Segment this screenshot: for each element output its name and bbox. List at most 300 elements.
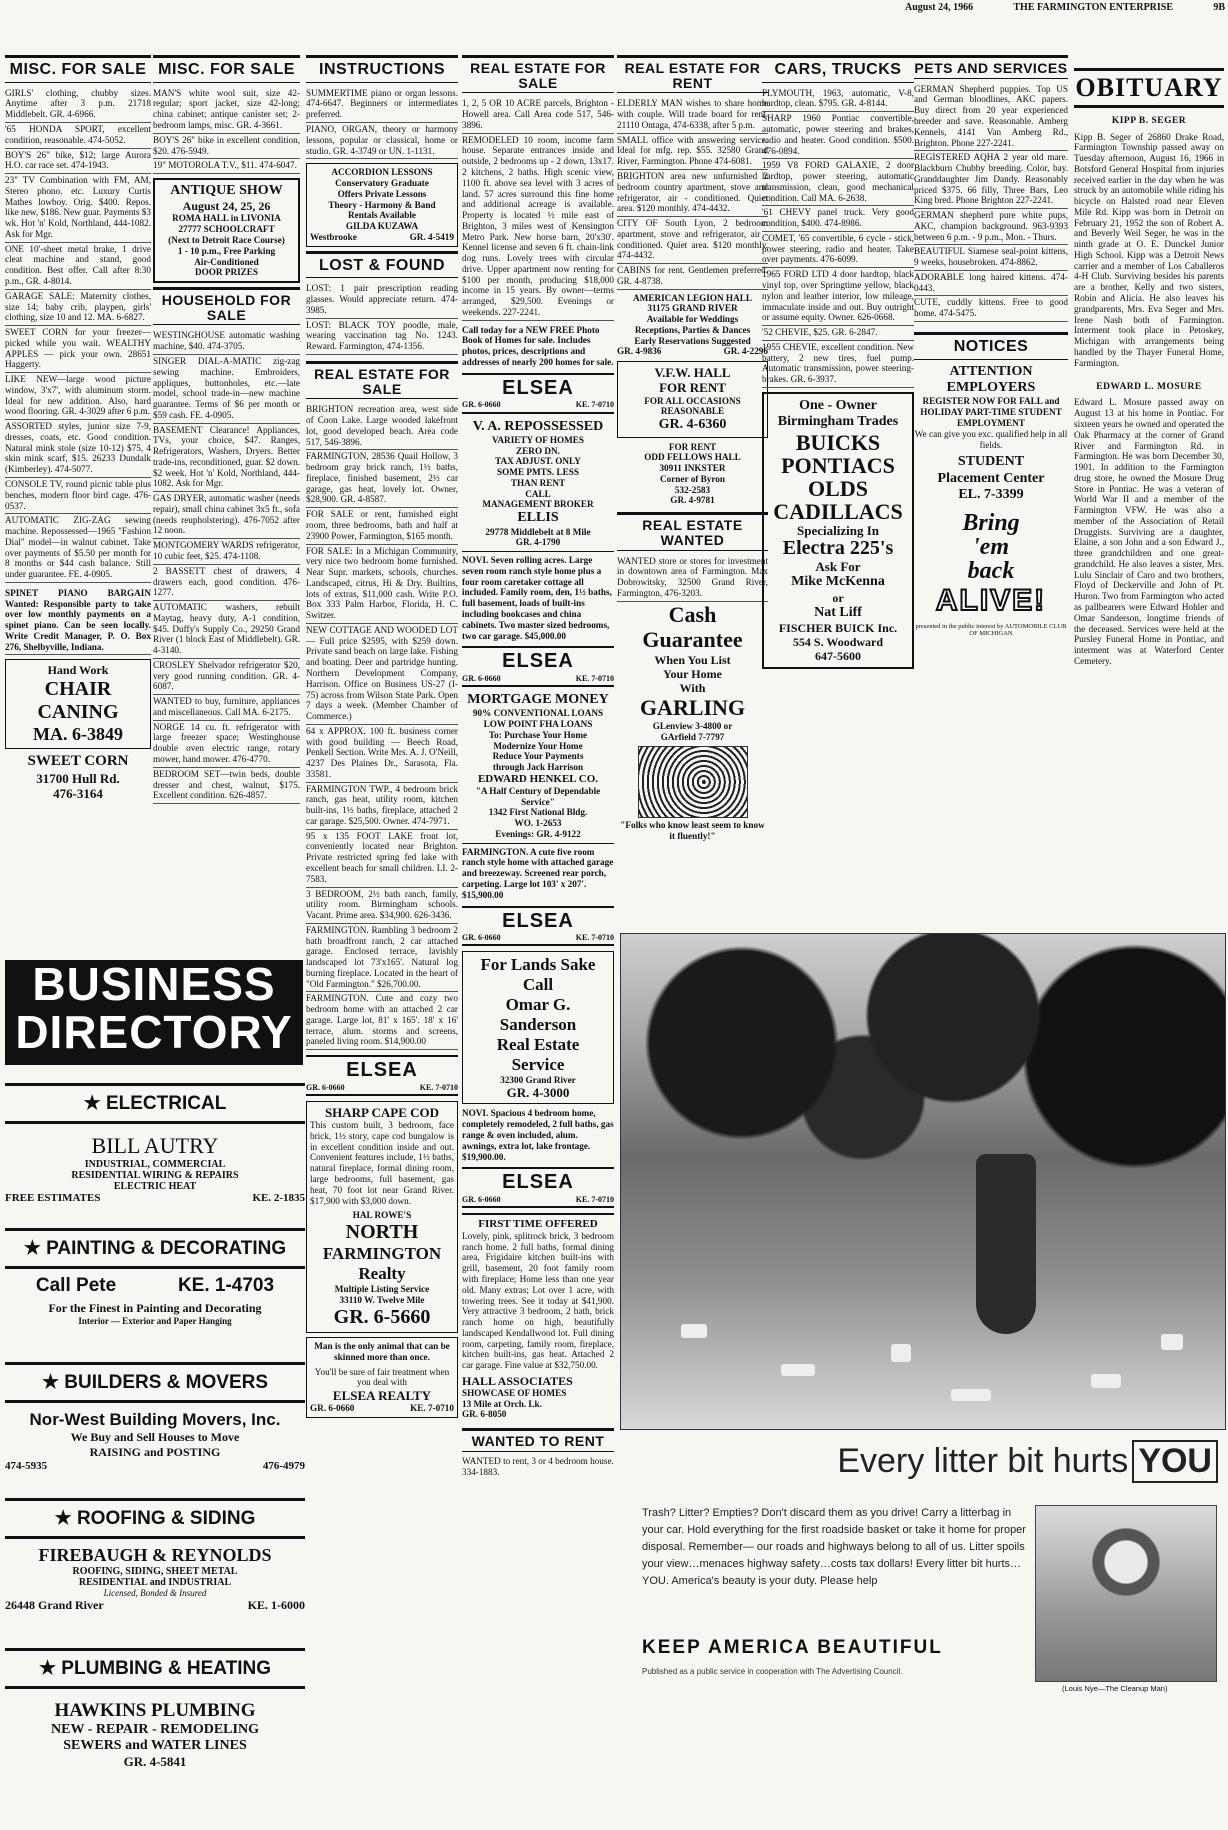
listing-line: RESIDENTIAL WIRING & REPAIRS	[71, 1170, 239, 1181]
section-header: PETS AND SERVICES	[914, 55, 1068, 79]
ad-line: CANING	[37, 700, 119, 723]
display-ad-elsea-realty	[306, 1337, 458, 1418]
classified-ad: BEDROOM SET—twin beds, double dresser and chest, walnut, $175. Excellent condition. 626-4857.	[153, 768, 300, 804]
obituary-text: Edward L. Mosure passed away on August 13 at his home in Pontiac. For sixteen years he owned and operated the Oak Pharmacy at the corner of Grand River and Farmington Rd. in Farmington. He was born December 30, 1901. In addition to the Farmington drug store, he owned the Mosure Drug Store in Pontiac. He was a veteran of World War II and a member of the Farmington VFW. He was also a member of the Association of Retail Druggists. Surviving are a daughter, Elaine, a son John and a son Edward J., three grandchildren and one great-grandchild. He also leaves a sister, Mrs. Lulu Sinclair of Caro and two brothers, Floyd of Deckerville and John of Pt. Huron. Two from Farmington who acted as pallbearers were Edward Hohler and Omar Sanderson, longtime friends of the deceased. Services were held at the Pursley Funeral Home in Pontiac, and interment was at Waterford Center Cemetery.	[1074, 397, 1224, 666]
ad-line: KE. 7-0710	[575, 932, 614, 942]
ad-line	[310, 1403, 454, 1414]
ad-line: When You List	[654, 653, 731, 668]
directory-section-plumbing	[5, 1648, 305, 1689]
ad-line: For Lands Sake	[480, 955, 596, 975]
ad-line: Ask For	[815, 559, 861, 575]
section-header: CARS, TRUCKS	[762, 55, 914, 83]
classified-list	[153, 329, 300, 804]
ad-line: Rentals Available	[348, 210, 416, 221]
display-ad-garling	[617, 602, 768, 743]
elsea-ad	[462, 373, 614, 414]
ad-line: GR. 4-1790	[515, 537, 561, 548]
ad-line: CHAIR	[44, 677, 112, 700]
display-ad-sanderson	[462, 951, 614, 1104]
classified-ad: FARMINGTON. A cute five room ranch style home with attached garage and breezeway. Screened rear porch, carpeting. Large lot 103' x 207'. $15,900.00	[462, 846, 614, 900]
ad-line: V. A. REPOSSESSED	[472, 418, 604, 434]
ad-line	[462, 1374, 614, 1420]
ad-line: 90% CONVENTIONAL LOANS	[472, 708, 604, 719]
ad-line: HALL ASSOCIATES	[462, 1373, 573, 1388]
section-label: BUILDERS & MOVERS	[64, 1372, 269, 1393]
ad-line: EDWARD HENKEL CO.	[477, 772, 599, 785]
elsea-ad	[462, 906, 614, 947]
ad-line: PONTIACS	[781, 452, 895, 478]
ad-line: Placement Center	[937, 470, 1045, 486]
ad-line: presented in the public interest by AUTOMOBILE CLUB OF MICHIGAN	[915, 622, 1067, 638]
ad-line: August 24, 25, 26	[182, 199, 271, 214]
ad-line: 532-2583	[674, 484, 711, 495]
classified-ad-spinet: SPINET PIANO BARGAIN Wanted: Responsible party to take over low monthly payments on a spinet piano. Can be seen locally. Write Credit Manager, P. O. Box 276, Shelbyville, Indiana.	[5, 587, 151, 656]
listing-line: For the Finest in Painting and Decorating	[48, 1301, 262, 1315]
ad-line: ALIVE!	[935, 584, 1047, 618]
classified-list	[153, 87, 300, 174]
ad-line: FOR ALL OCCASIONS	[644, 395, 741, 406]
classified-ad: 2 BASSETT chest of drawers, 4 drawers each, good condition. 476-1277.	[153, 565, 300, 601]
classified-ad: SMALL office with answering service. Ideal for mfg. rep. $55. 32580 Grand River, Farmington. Phone 474-6081.	[617, 134, 768, 170]
section-label: ELECTRICAL	[105, 1093, 227, 1114]
classified-ad: NEW COTTAGE AND WOODED LOT— Full price $2595, with $259 down. Private sand beach on large lake. Fishing and boating. Deer and partridge hunting. Northern Development Company, Harrison. Office on Business US-27 (I-75) across from Wilson State Park. Open 7 days a week. (Member Chamber of Commerce.)	[306, 624, 458, 725]
ad-line: Cash	[668, 601, 717, 627]
directory-listing-autry	[5, 1133, 305, 1204]
listing-phone: KE. 1-6000	[247, 1598, 305, 1612]
classified-ad: ADORABLE long haired kittens. 474-0443.	[914, 271, 1068, 297]
ad-line: Evenings: GR. 4-9122	[495, 828, 581, 839]
ad-line: This custom built, 3 bedroom, face brick, 1½ story, cape cod bungalow is in excellent condition inside and out. Convenient features include, 1½ baths, natural fireplace, formal dining room, large bedrooms, full basement, gas heat, 70 foot lot near Grand River. $17,900 with $3,000 down.	[310, 1120, 454, 1206]
ad-line: WO. 1-2653	[514, 818, 562, 829]
ad-line: 31700 Hull Rd.	[36, 770, 120, 786]
obituary-header: OBITUARY	[1074, 68, 1224, 108]
keep-america-beautiful-ad	[620, 1430, 1224, 1830]
directory-section-builders	[5, 1362, 305, 1403]
ad-line: EL. 7-3399	[958, 487, 1024, 503]
display-ad-bring-em-back	[914, 511, 1068, 637]
classified-ad: GARAGE SALE: Maternity clothes, size 14; baby crib, playpen, girls' clothing, size 10 and 12. MA. 6-6827.	[5, 290, 151, 326]
classified-ad: CUTE, cuddly kittens. Free to good home. 474-5475.	[914, 296, 1068, 322]
directory-section-electrical	[5, 1083, 305, 1124]
ad-line: THAN RENT	[510, 477, 566, 488]
ad-line: Modernize Your Home	[493, 740, 583, 751]
section-header: REAL ESTATE FOR RENT	[617, 55, 768, 93]
ad-line: Realty	[358, 1264, 406, 1284]
ad-line: GR. 4-6360	[658, 417, 727, 433]
classified-ad: BEAUTIFUL Siamese seal-point kittens, 9 weeks, housebroken. 474-8862.	[914, 245, 1068, 271]
divider	[462, 843, 614, 844]
ad-line: GILDA KUZAWA	[345, 221, 419, 232]
section-label: PLUMBING & HEATING	[61, 1658, 271, 1679]
classified-ad: WESTINGHOUSE automatic washing machine, $40. 474-3705.	[153, 329, 300, 355]
display-ad-chair-caning	[5, 659, 151, 749]
classified-ad: 23" TV Combination with FM, AM, Stereo phono. etc. Luxury Curtis Mathes lowboy. Orig. $400. Repos. like new, $186. New guar. Payments $3 wk. Hot 'n' Kold, Northland, 444-1082. Ask for Mgr.	[5, 174, 151, 243]
ad-line: Bring	[962, 510, 1020, 537]
listing-name: FIREBAUGH & REYNOLDS	[38, 1545, 272, 1565]
classified-ad: BASEMENT Clearance! Appliances, TVs, your choice, $47. Ranges, Refrigerators, Washers, Dryers. Better trade-ins, reconditioned, guar. $2 down. $2 week. Hot 'n' Kold, Northland, 444-1082. Ask for Mgr.	[153, 424, 300, 493]
classified-ad: 1955 CHEVIE, excellent condition. New battery, 2 new tires, fuel pump. Automatic transmission, power steering-brakes. GR. 6-3937.	[762, 341, 914, 388]
classified-ad: MONTGOMERY WARDS refrigerator, 10 cubic feet, $25. 474-1108.	[153, 539, 300, 565]
display-ad-accordion	[306, 163, 458, 246]
ad-line: Theory - Harmony & Band	[328, 199, 436, 210]
classified-ad: LOST: 1 pair prescription reading glasses. Would appreciate return. 474-3985.	[306, 282, 458, 318]
ad-line: Corner of Byron	[660, 473, 725, 484]
classified-ad: AUTOMATIC ZIG-ZAG sewing machine. Repossessed—1965 "Fashion Dial" model—in walnut cabinet. Take over payments of $5.50 per month for 8 months or $44 cash balance. Still under guarantee. FE. 4-0905.	[5, 514, 151, 583]
display-ad-cape-cod	[306, 1101, 458, 1333]
ad-line: GR. 6-0660	[462, 1194, 501, 1204]
listing-name: Nor-West Building Movers, Inc.	[29, 1410, 281, 1429]
classified-ad: FOR SALE or rent, furnished eight room, three bedrooms, bath and half at 23900 Power, Farmington, $165 month.	[306, 508, 458, 544]
ad-line: ELSEA	[502, 650, 574, 673]
display-ad-sweet-corn	[5, 753, 151, 801]
ad-line: ELSEA REALTY	[332, 1388, 432, 1404]
ad-line: LOW POINT FHA LOANS	[483, 719, 593, 730]
ad-line: ELSEA	[502, 909, 574, 932]
ad-line: SOME PMTS. LESS	[497, 467, 579, 478]
classified-ad: REMODELED 10 room, income farm house. Separate entrances inside and outside, 2 bedrooms up - 2 down, 13x17. 2 kitchens, 2 baths. High scenic view, 1100 ft. above sea level with 3 acres of land. 57 acres surround this fine home and additional acreage is available. Property is located ½ mile east of Brighton, 3 miles west of Kensington Metro Park. New horse barn, 20'x30'. Kennel license and seven 6 ft. chain-link dog runs. Lovely trees with circular drive. Upper apartment now renting for $100 per month, producing $18,000 income in 15 years. By owner—terms arranged, $29,500. Evenings or weekends. 227-2241.	[462, 134, 614, 321]
photo-litter	[951, 1389, 991, 1401]
ad-line: FISCHER BUICK Inc.	[778, 621, 898, 636]
classified-ad: WANTED store or stores for investment in downtown area of Farmington. Max Dobrowitsky, 32500 Grand River, Farmington, 476-3203.	[617, 555, 768, 602]
ad-line: STUDENT	[957, 454, 1025, 470]
business-directory-header	[5, 960, 303, 1065]
ad-credit: Published as a public service in cooperation with The Advertising Council.	[642, 1667, 903, 1676]
ad-line	[310, 1210, 454, 1329]
ad-line: GArfield 7-7797	[660, 731, 725, 742]
listing-line	[5, 1460, 305, 1472]
classified-list	[762, 87, 914, 388]
ad-line: HAL ROWE'S	[352, 1210, 412, 1221]
ad-line: GR. 6-0660	[462, 932, 501, 942]
ad-line: GR. 6-0660	[306, 1082, 345, 1092]
ad-line: GR. 4-2296	[723, 346, 768, 357]
ad-line: Omar G.	[505, 995, 571, 1014]
listing-line	[5, 1275, 305, 1297]
listing-line: SEWERS and WATER LINES	[63, 1738, 247, 1753]
section-header: MISC. FOR SALE	[153, 55, 300, 83]
ad-line: CADILLACS	[773, 498, 903, 524]
photo-litter	[1161, 1334, 1183, 1350]
elsea-ad	[462, 1167, 614, 1208]
ad-headline-you: YOU	[1132, 1440, 1218, 1483]
masthead-paper: THE FARMINGTON ENTERPRISE	[1013, 2, 1174, 13]
column-cars-trucks	[762, 55, 914, 930]
ad-line: ZERO DN.	[516, 445, 560, 456]
ad-line: REGISTER NOW FOR FALL and HOLIDAY PART-TIME STUDENT EMPLOYMENT	[920, 396, 1062, 428]
ad-line: ROMA HALL in LIVONIA	[172, 213, 281, 224]
photo-caption: (Louis Nye—The Cleanup Man)	[1062, 1684, 1168, 1693]
listing-phone: KE. 1-4703	[177, 1275, 275, 1296]
ad-line: ATTENTION	[949, 363, 1033, 379]
obituary-text: Kipp B. Seger of 26860 Drake Road, Farmington Township passed away on Tuesday afternoon, August 16, 1966 in Botsford General Hospital from injuries received earlier in the day when he was struck by an automobile while riding his bicycle on Halsted road near Eleven Mile Rd. Kipp was born in Detroit on February 21, 1952 the son of Robert A. and Beverly Weil Seger, he was in the ninth grade at O. E. Dunckel Junior High School. Kipp was a Detroit News carrier and a member of Los Caballeros 4-H Club. Surviving besides his parents are a brother, Kelly and two sisters, Robin and Alicia. He also leaves his grandparents, Mrs. Eva Seger and Mrs. Irene Nash both of Farmington. Interment took place in Petoskey, Michigan with arrangements being handled by the Thayer Funeral Home, Farmington.	[1074, 131, 1224, 368]
ad-line: 30911 INKSTER	[659, 463, 726, 474]
classified-ad: FARMINGTON, 28536 Quail Hollow, 3 bedroom gray brick ranch, 1½ baths, fireplace, finished basement, 2½ car garage, gas heat, lovely lot. Owner, $28,900. GR. 4-8587.	[306, 450, 458, 508]
ad-headline-text: Every litter bit hurts	[837, 1442, 1129, 1480]
ad-line: We can give you exc. qualified help in all fields.	[914, 428, 1068, 450]
display-ad-first-time	[462, 1213, 614, 1420]
ad-line: GR. 4-9781	[670, 495, 715, 506]
star-icon: ★	[38, 1658, 62, 1679]
ad-line: Westbrooke	[310, 231, 357, 242]
star-icon: ★	[23, 1238, 47, 1259]
ad-line: KE. 7-0710	[575, 400, 614, 410]
listing-line: NEW - REPAIR - REMODELING	[51, 1722, 259, 1737]
classified-ad: NORGE 14 cu. ft. refrigerator with large freezer space; Westinghouse double oven electric range, rotary mower, hand mower. 476-4770.	[153, 721, 300, 768]
classified-ad: NOVI. Seven rolling acres. Large seven room ranch style home plus a four room caretaker cottage all included. Family room, den, 1½ baths, full basement, loads of built-ins including bookcases and china cabinets. Two master sized bedrooms, two car garage. $45,000.00	[462, 555, 612, 641]
ad-line: 13 Mile at Orch. Lk.	[462, 1398, 542, 1409]
classified-ad: BOY'S 26" bike in excellent condition, $20. 476-5949.	[153, 134, 300, 160]
ad-line: Sanderson	[499, 1014, 577, 1034]
ad-line: 27777 SCHOOLCRAFT	[178, 224, 275, 235]
classified-list	[306, 403, 458, 1050]
ad-line: through Jack Harrison	[492, 762, 584, 773]
ad-line	[310, 232, 454, 243]
section-header: LOST & FOUND	[306, 251, 458, 279]
section-label: PAINTING & DECORATING	[46, 1238, 287, 1259]
masthead-date: August 24, 1966	[905, 2, 974, 13]
classified-ad: SUMMERTIME piano or organ lessons. 474-6647. Beginners or intermediates preferred.	[306, 87, 458, 123]
classified-ad: 19" MOTOROLA T.V., $11. 474-6047.	[153, 159, 300, 174]
masthead	[905, 2, 1225, 13]
ad-line: GR. 6-8050	[462, 1409, 507, 1420]
ad-line: "A Half Century of Dependable Service"	[475, 785, 601, 807]
ad-line: GR. 4-5419	[409, 231, 454, 242]
listing-line: Interior — Exterior and Paper Hanging	[78, 1316, 232, 1326]
ad-line: back	[967, 558, 1015, 585]
classified-ad: NOVI. Spacious 4 bedroom home, completely remodeled, 2 full baths, gas range & oven included, alum. awnings, extra lot, lake frontage. $19,900.00.	[462, 1108, 614, 1162]
cartoon-caption: "Folks who know least seem to know it fluently!"	[620, 820, 765, 842]
ad-line: One - Owner	[799, 397, 877, 413]
directory-section-roofing	[5, 1498, 305, 1539]
photo-litter	[781, 1364, 815, 1376]
ad-line: ELSEA	[346, 1059, 418, 1082]
listing-line: 26448 Grand River	[5, 1598, 104, 1612]
ad-line: 1342 First National Bldg.	[488, 807, 588, 818]
obituary-name: EDWARD L. MOSURE	[1096, 382, 1202, 393]
classified-ad: FARMINGTON TWP., 4 bedroom brick ranch, gas heat, utility room, kitchen built-ins, 1½ baths, fireplace, attached 2 car garage. $25,500. Owner. 474-7971.	[306, 783, 458, 830]
ad-line: NORTH	[345, 1221, 419, 1244]
classified-list	[462, 97, 614, 320]
ad-line: TAX ADJUST. ONLY	[495, 456, 581, 467]
display-ad-mortgage	[462, 692, 614, 840]
ad-line: GR. 4-3000	[506, 1085, 570, 1101]
star-icon: ★	[54, 1508, 77, 1529]
classified-ad: '52 CHEVIE, $25. GR. 6-2847.	[762, 326, 914, 341]
ad-line: ELSEA	[502, 376, 574, 399]
ad-line: Electra 225's	[782, 537, 894, 560]
ad-line: 476-3164	[53, 786, 103, 802]
ad-line: FIRST TIME OFFERED	[478, 1218, 598, 1231]
listing-line: INDUSTRIAL, COMMERCIAL	[84, 1159, 226, 1170]
ad-line: OLDS	[808, 475, 868, 501]
louis-nye-photo	[1035, 1505, 1217, 1682]
listing-phone: GR. 4-5841	[123, 1754, 187, 1769]
classified-ad: ELDERLY MAN wishes to share home with couple. Will trade board for rent. 21110 Ontaga, 474-6338, after 5 p.m.	[617, 97, 768, 133]
display-ad-fischer-buick	[762, 392, 914, 669]
ad-line: GR. 6-0660	[462, 673, 501, 683]
ad-line: Reduce Your Payments	[492, 751, 584, 762]
listing-line: RESIDENTIAL and INDUSTRIAL	[78, 1577, 232, 1588]
ad-line: Receptions, Parties & Dances	[634, 324, 751, 335]
classified-ad: CONSOLE TV, round picnic table plus benches, modern floor bird cage. 476-0537.	[5, 478, 151, 514]
listing-name: HAWKINS PLUMBING	[54, 1700, 256, 1721]
ad-line: SHOWCASE OF HOMES	[462, 1387, 567, 1398]
photo-litter	[1091, 1374, 1121, 1388]
ad-line: KE. 7-0710	[410, 1403, 454, 1414]
ad-line: GARLING	[639, 695, 746, 721]
classified-ad: FARMINGTON. Rambling 3 bedroom 2 bath broadfront ranch, 2 car attached garage. Enclosed terrace, lavishly landscaped lot 73'x165'. Natural log burning fireplace. Located in the heart of "Old Farmington." $26,700.00.	[306, 924, 458, 993]
directory-listing-firebaugh	[5, 1545, 305, 1613]
star-icon: ★	[41, 1372, 65, 1393]
column-real-estate-for-sale	[462, 55, 614, 1825]
listing-line: Licensed, Bonded & Insured	[103, 1588, 207, 1598]
display-ad-vfw	[617, 361, 768, 437]
ad-slogan: KEEP AMERICA BEAUTIFUL	[642, 1637, 943, 1658]
ad-line: Guarantee	[642, 627, 743, 653]
ad-line: Multiple Listing Service	[334, 1284, 430, 1295]
ad-line: Man is the only animal that can be skinned more than once.	[314, 1341, 450, 1362]
classified-ad: CABINS for rent. Gentlemen preferred. GR. 4-8738.	[617, 264, 768, 290]
ad-line: Your Home	[663, 667, 722, 682]
photo-litter	[681, 1324, 707, 1338]
star-icon: ★	[83, 1093, 106, 1114]
display-ad-va-repossessed	[462, 419, 614, 549]
classified-ad: GAS DRYER, automatic washer (needs repair), small china cabinet 3x5 ft., sofa (needs reupholstering). 476-7052 after 12 noon.	[153, 492, 300, 539]
ad-line: DOOR PRIZES	[194, 267, 259, 278]
classified-ad: REGISTERED AQHA 2 year old mare. Blackburn Chubby breeding. Color, bay. Granddaughter Jim Dandy. Reasonably priced $375. 66 filly, Three Bars, Leo King bred. Phone Brighton 227-2241.	[914, 151, 1068, 209]
ad-line: ODD FELLOWS HALL	[644, 452, 741, 463]
ad-body: Trash? Litter? Empties? Don't discard them as you drive! Carry a litterbag in your car. Hold everything for the first roadside basket or take it home for proper disposal. Remember— our roads and highways belong to all of us. Litter spoils your view…menaces highway safety…costs tax dollars! Every litter bit hurts…YOU. America's beauty is your duty. Please help	[642, 1507, 1026, 1588]
ad-line: GR. 6-5660	[333, 1305, 431, 1328]
classified-ad: MAN'S white wool suit, size 42-regular; sport jacket, size 42-long; china cabinet; antique canister set; 2-bedroom lamps, misc. GR. 4-3661.	[153, 87, 300, 134]
classified-list	[5, 87, 151, 583]
column-instructions-realestate	[306, 55, 458, 1825]
ad-line: VARIETY OF HOMES	[491, 434, 585, 445]
classified-list	[914, 83, 1068, 322]
classified-ad: LIKE NEW—large wood picture window, 3'x7', with aluminum storm. Ideal for new addition. Also, hard wood flooring. GR. 4-3029 after 6 p.m.	[5, 373, 151, 420]
ad-line: or	[832, 590, 844, 605]
ad-line: Call	[522, 975, 554, 995]
classified-ad: ONE 10'-sheet metal brake, 1 drive cleat machine and stand, good condition. Best offer. Call after 8:30 p.m., GR. 4-8014.	[5, 243, 151, 290]
classified-ad: AUTOMATIC washers, rebuilt Maytag, heavy duty, A-1 condition, $45. Duffy's Supply Co., 29250 Grand River (1 block East of Middlebelt). GR. 4-3140.	[153, 601, 300, 659]
ad-line: GR. 6-0660	[310, 1403, 355, 1414]
listing-phone: 476-4979	[262, 1460, 305, 1472]
ad-line: Service	[511, 1054, 565, 1074]
free-photo-book: Call today for a NEW FREE Photo Book of Homes for sale. Includes photos, prices, descriptions and addresses of nearly 200 homes for sale.	[462, 324, 614, 367]
ad-line: MANAGEMENT BROKER	[482, 499, 594, 510]
classified-ad: GERMAN Shepherd puppies. Top US and German bloodlines, AKC papers. Buy direct from 20 year experienced breeder and save. Reasonable. Amberg Kennels, 4141 Van Amberg Rd., Brighton. Phone 227-2241.	[914, 83, 1068, 152]
section-header: INSTRUCTIONS	[306, 55, 458, 83]
ad-line: REASONABLE	[660, 406, 725, 417]
ad-line: Air-Conditioned	[194, 256, 259, 267]
section-header: NOTICES	[914, 332, 1068, 360]
ad-line: GR. 4-9836	[617, 346, 662, 357]
listing-name: BILL AUTRY	[91, 1133, 219, 1158]
column-obituary	[1074, 68, 1224, 930]
ad-line: Nat Liff	[814, 604, 862, 620]
ad-line: BUICKS	[795, 429, 881, 455]
directory-section-painting	[5, 1228, 305, 1269]
classified-list	[306, 282, 458, 355]
ad-line: To: Purchase Your Home	[488, 729, 588, 740]
classified-ad: WANTED to buy, furniture, appliances and miscellaneous. Call MA. 6-2175.	[153, 695, 300, 721]
classified-ad: GERMAN shepherd pure white pups, AKC, champion background. 963-9393 between 6 p.m. - 9 p.m., Mon. - Thurs.	[914, 209, 1068, 245]
ad-line: FOR RENT	[659, 380, 726, 396]
display-ad-student-placement	[914, 364, 1068, 504]
ad-line: KE. 7-0710	[575, 673, 614, 683]
ad-line: FOR RENT	[668, 441, 717, 452]
classified-ad: PIANO, ORGAN, theory or harmony lessons, popular or classical, home or studio. GR. 4-3749 or UN. 1-1131.	[306, 123, 458, 159]
column-pets-services	[914, 55, 1068, 930]
classified-ad: 1965 FORD LTD 4 door hardtop, black vinyl top, over Springtime yellow, black nylon and leather interior, low mileage, immaculate inside and out. Buy outright or assume equity. Owner. 626-0668.	[762, 268, 914, 326]
ad-line: You'll be sure of fair treatment when you deal with	[314, 1366, 450, 1388]
ad-line: SWEET CORN	[27, 753, 129, 770]
masthead-page: 9B	[1213, 2, 1225, 13]
listing-line: ELECTRIC HEAT	[113, 1181, 197, 1192]
ad-line: ACCORDION LESSONS	[331, 167, 433, 178]
classified-ad: SHARP 1960 Pontiac convertible, automatic, power steering and brakes, radio and heater. Good condition. $500. 476-0894.	[762, 112, 914, 159]
classified-ad: FOR SALE: In a Michigan Community, very nice two bedroom home furnished. Near Supr. markets, schools, churches. Landscaped, citrus, Hi & Dry. Builtins, lots of extras, $11,000 cash. Write P.O. Box 333 Palm Harbor, Florida, H. C. Switzer.	[306, 545, 458, 624]
classified-ad: '61 CHEVY panel truck. Very good condition, $400. 474-8986.	[762, 206, 914, 232]
classified-ad: 95 x 135 FOOT LAKE front lot, conveniently located near Brighton. Private restricted spring fed lake with excellent beach for small children. LI. 2-7583.	[306, 830, 458, 888]
classified-ad: ASSORTED styles, junior size 7-9, dresses, coats, etc. Good condition. Natural mink stole (size 10-12) $75, 4 skin mink scarf, $15. 26233 Dundalk (Kimberley). 474-5077.	[5, 420, 151, 478]
classified-list	[306, 87, 458, 160]
section-header: REAL ESTATE FOR SALE	[306, 361, 458, 399]
classified-ad: LOST: BLACK TOY poodle, male, wearing vaccination tag No. 1243. Reward. Farmington, 474-1356.	[306, 319, 458, 355]
classified-ad: SINGER DIAL-A-MATIC zig-zag sewing machine. Embroiders, appliques, buttonholes, etc.—late model, school trade-in—new machine guarantee. Terms of $6 per month or $59 cash. FE. 4-0905.	[153, 355, 300, 424]
classified-ad: 1, 2, 5 OR 10 ACRE parcels, Brighton - Howell area. Call Area code 517, 546-3896.	[462, 97, 614, 133]
divider	[462, 551, 614, 552]
ad-line: MORTGAGE MONEY	[467, 692, 609, 708]
classified-ad: COMET, '65 convertible, 6 cycle - stick, power steering, radio and heater. Take over payments. 476-6099.	[762, 232, 914, 268]
ad-line: (Next to Detroit Race Course)	[168, 235, 285, 246]
ad-line: Available for Weddings	[646, 314, 739, 325]
listing-name: Call Pete	[35, 1275, 117, 1296]
section-header: MISC. FOR SALE	[5, 55, 151, 83]
classified-ad: SWEET CORN for your freezer—picked while you wait. WEALTHY APPLES — pick your own. 28651 Haggerty.	[5, 326, 151, 373]
directory-title: DIRECTORY	[15, 1006, 293, 1058]
ad-line	[617, 346, 768, 357]
elsea-ad	[462, 646, 614, 687]
ad-line: Mike McKenna	[791, 574, 885, 590]
ad-line: 1 - 10 p.m., Free Parking	[177, 245, 276, 256]
ad-line: KE. 7-0710	[575, 1194, 614, 1204]
classified-ad: CROSLEY Shelvador refrigerator $20, very good running condition. GR. 4-6087.	[153, 659, 300, 695]
ad-line: ELLIS	[517, 510, 559, 526]
ad-line: ELSEA	[502, 1171, 574, 1194]
ad-line: Hand Work	[47, 663, 109, 678]
ad-line: 32300 Grand River	[500, 1074, 576, 1085]
listing-phone: 474-5935	[5, 1460, 48, 1472]
photo-tree-trunk	[976, 1154, 1036, 1334]
ad-line: GLenview 3-4800 or	[652, 720, 733, 731]
classified-ad: 3 BEDROOM, 2½ bath ranch, family, utility room. Birmingham schools. Vacant. Prime area. $34,900. 626-3436.	[306, 888, 458, 924]
column-misc-for-sale-2	[153, 55, 300, 955]
listing-line	[5, 1598, 305, 1613]
photo-litter	[891, 1344, 911, 1362]
ad-line: 'em	[973, 534, 1009, 561]
ad-line: 647-5600	[815, 649, 861, 664]
listing-line: We Buy and Sell Houses to Move	[70, 1430, 240, 1444]
ad-line: Early Reservations Suggested	[634, 335, 751, 346]
classified-ad: PLYMOUTH, 1963, automatic, V-8, hardtop, clean. $795. GR. 4-8144.	[762, 87, 914, 113]
ad-line: Specializing In	[797, 522, 879, 538]
ad-line: EMPLOYERS	[946, 380, 1036, 396]
ad-line: AMERICAN LEGION HALL	[633, 292, 752, 303]
ad-line: SHARP CAPE COD	[324, 1104, 440, 1120]
display-ad-antique-show	[153, 178, 300, 283]
ad-line: 31175 GRAND RIVER	[647, 303, 738, 314]
